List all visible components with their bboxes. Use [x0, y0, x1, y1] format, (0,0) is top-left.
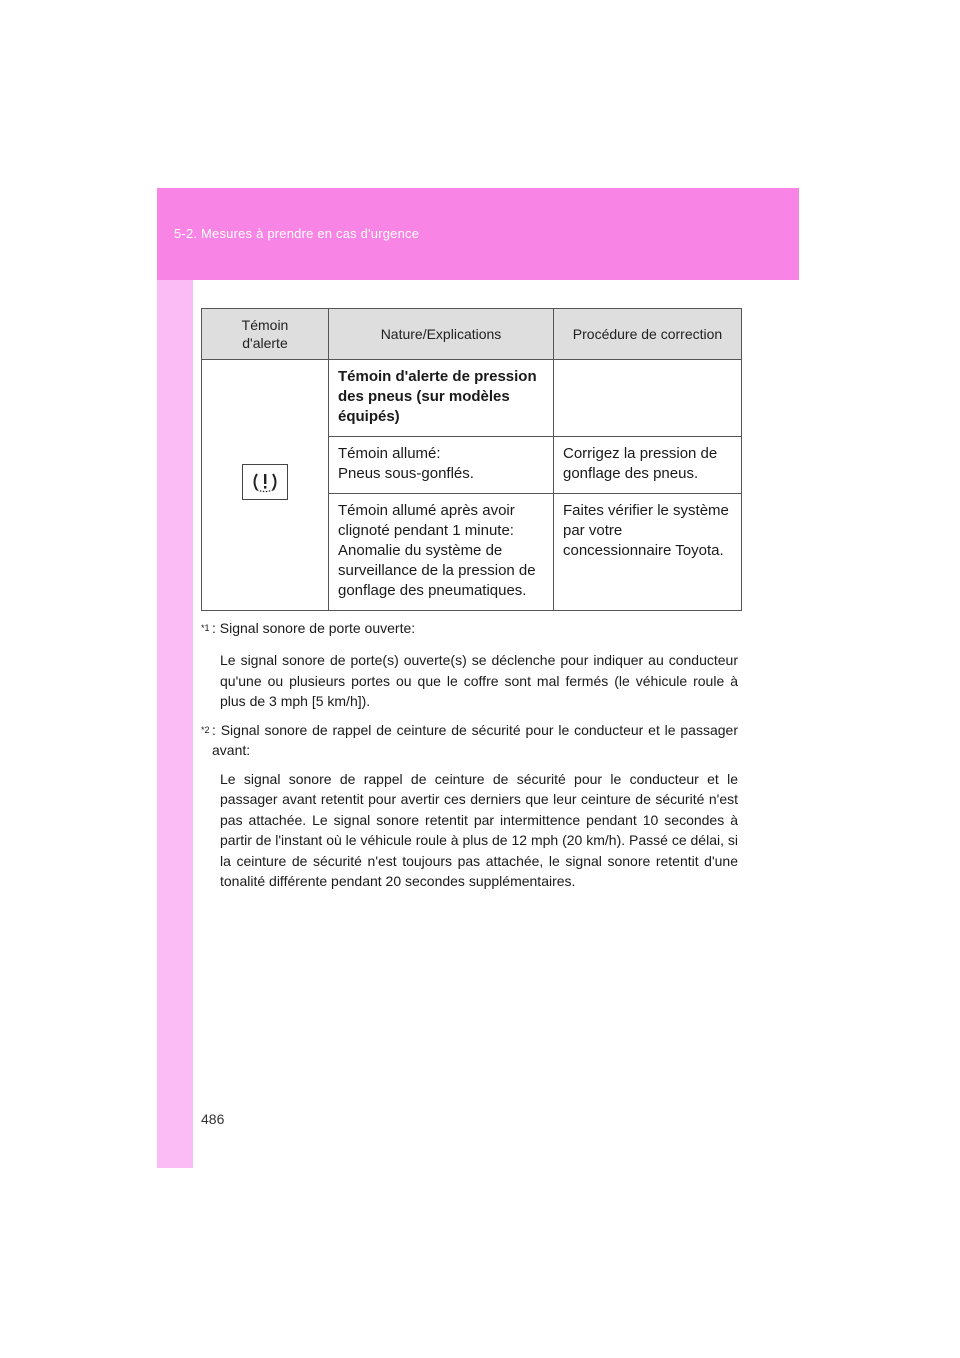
header-correction: Procédure de correction	[554, 309, 742, 360]
footnote-body: Le signal sonore de rappel de ceinture de sécurité pour le conducteur et le passager avant retentit pour avertir ces derniers que leur ceinture de sécurité n'est pas attachée. Le signal sonore retentit par intermittence pendant 10 secondes à partir de l'instant où le véhicule roule à plus de 12 mph (20 km/h). Passé ce délai, si la ceinture de sécurité n'est toujours pas attachée, le signal sonore retentit d'une tonalité différente pendant 20 secondes supplémentaires.	[220, 770, 738, 890]
footnotes	[201, 618, 738, 900]
footnote-heading: : Signal sonore de porte ouverte:	[212, 620, 416, 636]
footnote-marker: *2	[201, 724, 210, 735]
section-title: 5-2. Mesures à prendre en cas d'urgence	[174, 226, 420, 241]
nature-cell: Témoin allumé après avoir clignoté pendant 1 minute: Anomalie du système de surveillance de la pression de gonflage des pneumatiques.	[329, 494, 554, 611]
warning-lights-table	[201, 308, 742, 611]
tire-pressure-warning-icon	[242, 464, 288, 500]
alert-title-correction	[554, 360, 742, 437]
footnote	[201, 618, 738, 712]
nature-cell: Témoin allumé: Pneus sous-gonflés.	[329, 437, 554, 494]
table-header-row	[202, 309, 742, 360]
footnote-marker: *1	[201, 623, 210, 633]
side-tab-band	[157, 188, 193, 1168]
page-number: 486	[201, 1111, 225, 1127]
table-row	[202, 360, 742, 437]
header-icon: Témoin d'alerte	[202, 309, 329, 360]
footnote	[201, 720, 738, 892]
correction-cell: Faites vérifier le système par votre concessionnaire Toyota.	[554, 494, 742, 611]
header-nature: Nature/Explications	[329, 309, 554, 360]
correction-cell: Corrigez la pression de gonflage des pneus.	[554, 437, 742, 494]
alert-title: Témoin d'alerte de pression des pneus (sur modèles équipés)	[329, 360, 554, 437]
icon-cell	[202, 360, 329, 611]
footnote-heading: : Signal sonore de rappel de ceinture de sécurité pour le conducteur et le passager avant:	[212, 721, 738, 759]
footnote-body: Le signal sonore de porte(s) ouverte(s) se déclenche pour indiquer au conducteur qu'une ou plusieurs portes ou que le coffre sont mal fermés (le véhicule roule à plus de 3 mph [5 km/h]).	[220, 652, 738, 710]
